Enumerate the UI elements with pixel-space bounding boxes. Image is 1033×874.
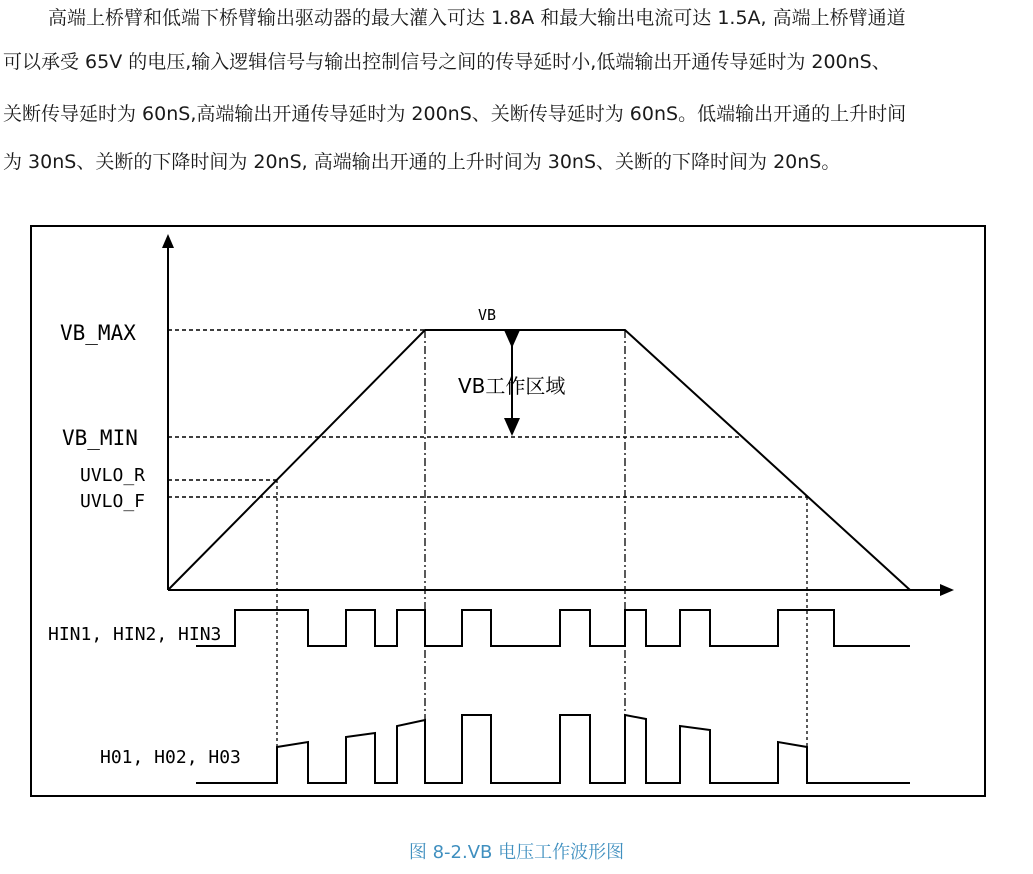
paragraph-line-2: 可以承受 65V 的电压,输入逻辑信号与输出控制信号之间的传导延时小,低端输出开通传导延时为 200nS、 <box>3 51 891 73</box>
vb-max-label: VB_MAX <box>60 321 136 345</box>
hin-signal-label: HIN1, HIN2, HIN3 <box>48 624 222 645</box>
paragraph-line-3: 关断传导延时为 60nS,高端输出开通传导延时为 200nS、关断传导延时为 60nS。低端输出开通的上升时间 <box>3 103 907 125</box>
uvlo-r-label: UVLO_R <box>80 465 146 486</box>
vb-region-label: VB工作区域 <box>458 374 566 398</box>
vb-peak-label: VB <box>478 306 497 324</box>
hin-waveform <box>196 610 910 646</box>
paragraph-line-4: 为 30nS、关断的下降时间为 20nS, 高端输出开通的上升时间为 30nS、关断的下降时间为 20nS。 <box>3 151 841 173</box>
uvlo-f-label: UVLO_F <box>80 491 146 512</box>
vb-min-label: VB_MIN <box>62 426 138 450</box>
figure-caption: 图 8-2.VB 电压工作波形图 <box>408 842 625 863</box>
ho-waveform <box>196 715 910 783</box>
y-axis-arrow-icon <box>162 234 174 248</box>
x-axis-arrow-icon <box>940 584 954 596</box>
vb-voltage-curve <box>168 330 910 590</box>
paragraph-line-1: 高端上桥臂和低端下桥臂输出驱动器的最大灌入可达 1.8A 和最大输出电流可达 1.5A, 高端上桥臂通道 <box>48 7 906 29</box>
ho-signal-label: H01, H02, H03 <box>100 747 241 768</box>
